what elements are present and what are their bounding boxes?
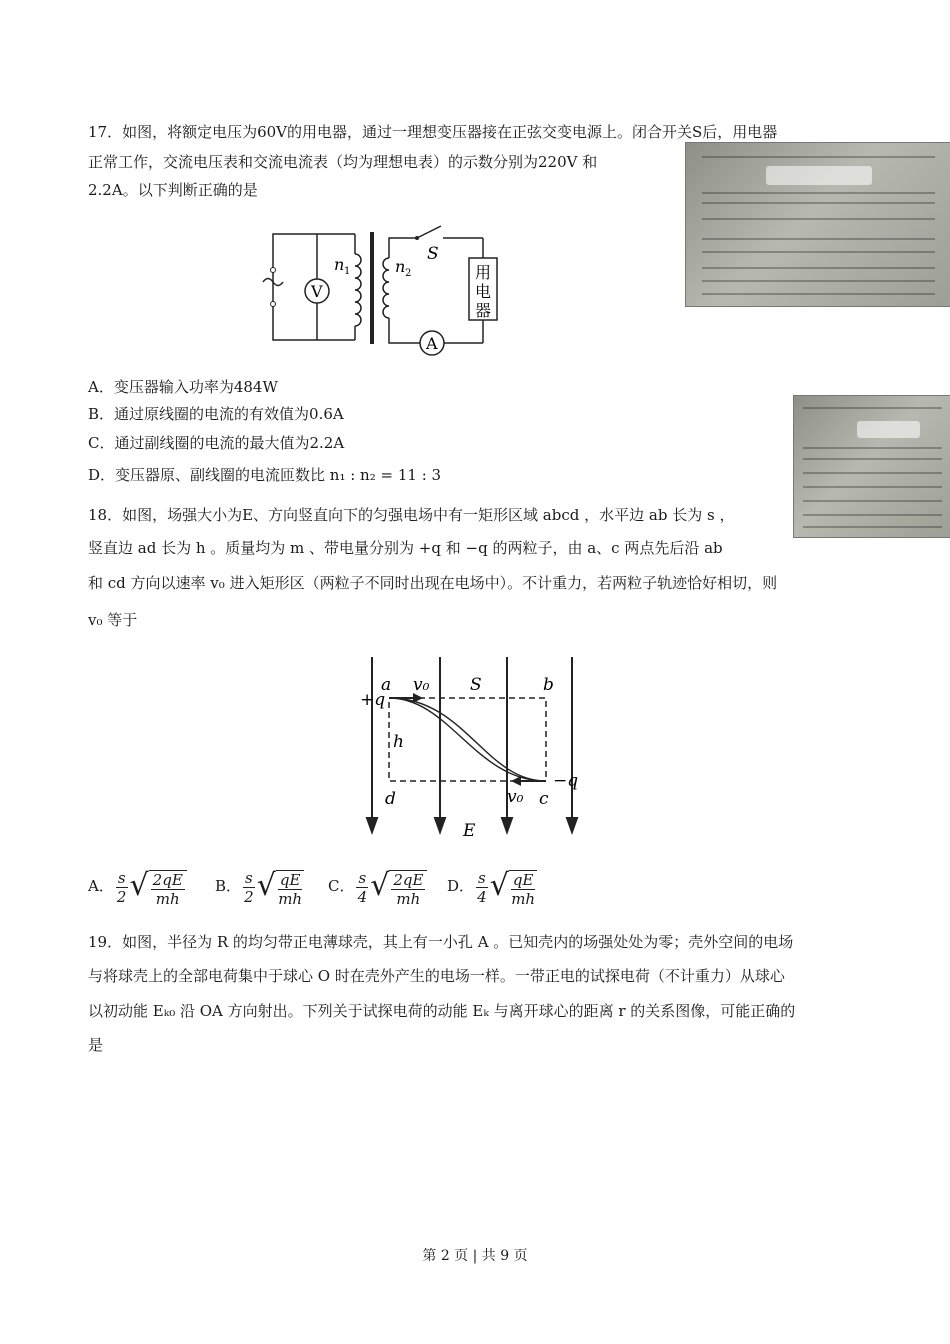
square-root: √ $\frac{qE}{mh}$ (490, 866, 538, 908)
q17-line2: 正常工作，交流电压表和交流电流表（均为理想电表）的示数分别为220V 和 (88, 153, 598, 171)
q18-option-d (447, 866, 537, 908)
q18-line1: 18．如图，场强大小为E、方向竖直向下的匀强电场中有一矩形区域 abcd ，水平边 ab 长为 s ， (88, 506, 735, 524)
E-label: E (463, 821, 476, 841)
n2-subscript: 2 (405, 268, 412, 279)
device-char-2: 电 (475, 282, 492, 301)
q17-line3: 2.2A。以下判断正确的是 (88, 181, 258, 199)
q18-line2: 竖直边 ad 长为 h 。质量均为 m 、带电量分别为 +q 和 −q 的两粒子，由 a、c 两点先后沿 ab (88, 539, 723, 557)
option-c-label: C． (328, 877, 355, 895)
q17-line1: 17．如图，将额定电压为60V的用电器，通过一理想变压器接在正弦交变电源上。闭合开关S后，用电器 (88, 123, 778, 141)
option-a-label: A． (88, 877, 114, 895)
option-d-label: D． (447, 877, 475, 895)
q18-line4: v₀ 等于 (88, 611, 138, 629)
q18-option-c (328, 866, 427, 908)
q18-option-b (215, 866, 304, 908)
transformer-circuit-diagram (255, 212, 505, 362)
q17-option-c: C．通过副线圈的电流的最大值为2.2A (88, 434, 345, 452)
fraction: $\frac{s}{4}$ (357, 868, 368, 906)
q19-line1: 19．如图，半径为 R 的均匀带正电薄球壳，其上有一小孔 A 。已知壳内的场强处处为零；壳外空间的电场 (88, 933, 794, 951)
n1-subscript: 1 (344, 266, 351, 277)
square-root: √ $\frac{qE}{mh}$ (257, 866, 305, 908)
point-c-label: c (539, 789, 549, 809)
voltmeter-label: V (311, 282, 323, 301)
device-char-1: 用 (475, 263, 492, 282)
q18-line3: 和 cd 方向以速率 v₀ 进入矩形区（两粒子不同时出现在电场中）。不计重力，若两粒子轨迹恰好相切，则 (88, 574, 778, 592)
switch-label: S (427, 244, 439, 264)
device-char-3: 器 (475, 301, 492, 320)
scanned-photo-1 (685, 142, 950, 307)
q19-line4: 是 (88, 1036, 104, 1054)
s-label: S (470, 675, 482, 695)
n1-label: n (334, 255, 345, 274)
q19-line3: 以初动能 Eₖ₀ 沿 OA 方向射出。下列关于试探电荷的动能 Eₖ 与离开球心的距离 r 的关系图像，可能正确的 (88, 1002, 796, 1020)
n2-label: n (395, 257, 406, 276)
electric-field-diagram (355, 652, 595, 842)
q17-option-d: D．变压器原、副线圈的电流匝数比 n₁ : n₂ = 11 : 3 (88, 466, 442, 484)
point-b-label: b (543, 675, 554, 695)
fraction: $\frac{s}{4}$ (477, 868, 487, 906)
ammeter-label: A (426, 334, 438, 353)
q17-option-b: B．通过原线圈的电流的有效值为0.6A (88, 405, 344, 423)
square-root: √ $\frac{2qE}{mh}$ (370, 866, 427, 908)
q17-option-a: A．变压器输入功率为484W (88, 378, 278, 396)
h-label: h (393, 732, 404, 752)
point-a-label: a (381, 675, 392, 695)
scanned-photo-2 (793, 395, 950, 538)
square-root: √ $\frac{2qE}{mh}$ (130, 866, 187, 908)
option-b-label: B． (215, 877, 242, 895)
point-d-label: d (385, 789, 396, 809)
fraction: $\frac{s}{2}$ (116, 868, 127, 906)
page-footer: 第 2 页 | 共 9 页 (422, 1248, 528, 1264)
fraction: $\frac{s}{2}$ (244, 868, 254, 906)
minus-q-label: −q (553, 771, 579, 791)
v0-bottom-label: v₀ (507, 787, 524, 807)
q19-line2: 与将球壳上的全部电荷集中于球心 O 时在壳外产生的电场一样。一带正电的试探电荷（不计重力）从球心 (88, 967, 785, 985)
v0-top-label: v₀ (413, 675, 430, 695)
q18-option-a (88, 866, 187, 908)
plus-q-label: +q (360, 690, 386, 710)
